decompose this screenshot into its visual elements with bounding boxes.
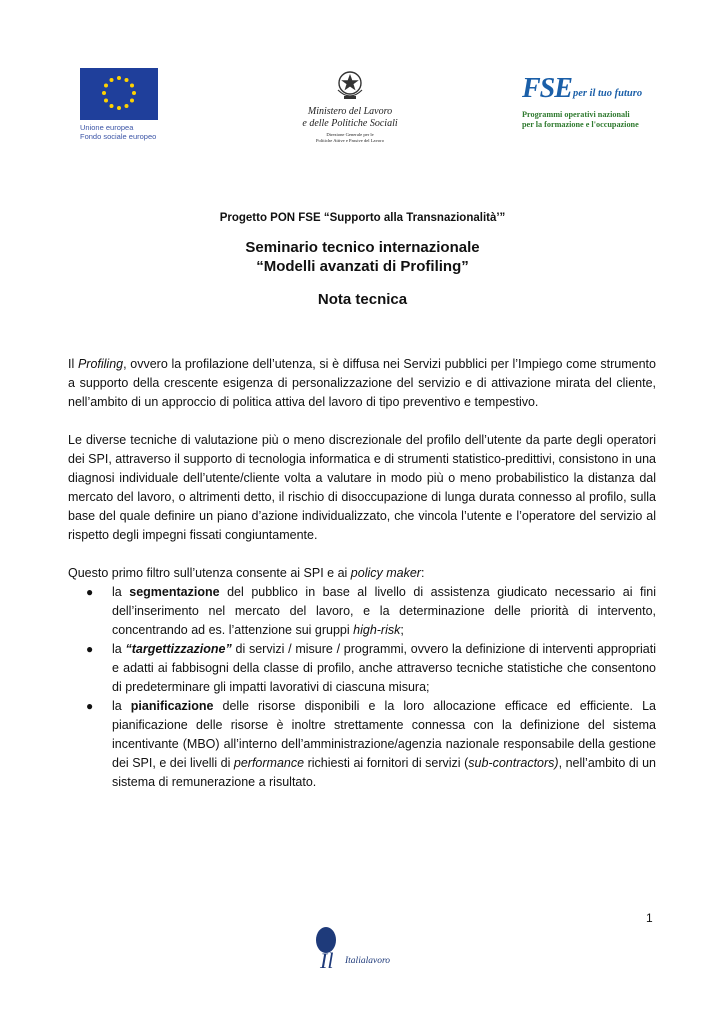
emphasis-profiling: Profiling (77, 357, 124, 371)
paragraph-profiling (68, 355, 656, 412)
italialavoro-logo (312, 924, 402, 974)
text-run: : (420, 566, 425, 580)
seminar-title: Seminario tecnico internazionale (245, 239, 480, 256)
text-run: del pubblico in base al livello di assistenza giudicato necessario ai fini dell’inserimento nel mercato del lavoro, e la determinazione delle priorità di intervento, concentrando ad es. l’attenzione sui gruppi (112, 585, 656, 637)
emphasis-term: performance (233, 756, 305, 770)
republic-emblem-icon (335, 68, 365, 102)
eu-flag-icon (80, 68, 158, 120)
ministry-direction-line2: Politiche Attive e Passive del Lavoro (316, 138, 384, 143)
bold-term: pianificazione (130, 699, 214, 713)
italialavoro-label: Italialavoro (345, 956, 391, 966)
text-run: , nell’ambito di un sistema di remunerazione a risultato. (112, 756, 657, 789)
fse-logo (522, 73, 652, 130)
eu-logo (80, 68, 160, 141)
paragraph-filter-intro (68, 564, 656, 583)
bullet-dot-icon: ● (86, 699, 94, 713)
text-run: la (112, 699, 131, 713)
brand-mark-text: Il (320, 948, 334, 970)
seminar-subtitle: “Modelli avanzati di Profiling” (256, 258, 469, 275)
bullet-dot-icon: ● (86, 642, 94, 656)
note-title: Nota tecnica (317, 291, 408, 308)
bold-term: segmentazione (129, 585, 220, 599)
ministry-logo (290, 68, 410, 144)
fse-mark: FSE (522, 73, 572, 104)
text-run: , ovvero la profilazione dell’utenza, si è diffusa nei Servizi pubblici per l’Impiego come strumento a supporto della crescente esigenza di personalizzazione del servizio e di attivazione mirata del cliente, nell’ambito di un approccio di politica attiva del lavoro di tipo preventivo e tempestivo. (68, 357, 656, 409)
fse-tagline: per il tuo futuro (572, 88, 643, 99)
eu-label-line2: Fondo sociale europeo (80, 132, 157, 141)
list-item-segmentazione (68, 583, 656, 640)
project-title: Progetto PON FSE “Supporto alla Transnazionalità’” (219, 212, 506, 224)
text-run: la (112, 642, 126, 656)
list-item-targettizzazione (68, 640, 656, 697)
text-run: Il (68, 357, 78, 371)
list-item-pianificazione (68, 697, 656, 792)
ministry-name-line2: e delle Politiche Sociali (302, 118, 398, 129)
text-run: ; (400, 623, 404, 637)
text-run: delle risorse disponibili e la loro allocazione efficace ed efficiente. La pianificazione delle risorse è inoltre strettamente connessa con la definizione del sistema incentivante (MBO) all’interno dell’amministrazione/agenzia nazionale responsabile della gestione dei SPI, e dei livelli di (112, 699, 656, 770)
bold-italic-term: “targettizzazione” (125, 642, 232, 656)
ministry-name-line1: Ministero del Lavoro (307, 106, 393, 117)
emphasis-term: high-risk (353, 623, 401, 637)
ministry-direction-line1: Direzione Generale per le (326, 132, 374, 137)
fse-subtitle-line1: Programmi operativi nazionali (522, 110, 630, 119)
body-text (68, 355, 656, 792)
paragraph-techniques: Le diverse tecniche di valutazione più o meno discrezionale del profilo dell’utente da parte degli operatori dei SPI, attraverso il supporto di tecnologia informatica e di strumenti statistico-predittivi, consistono in una diagnosi individuale dell’utente/cliente volta a valutare in modo più o meno probabilistico la distanza dal mercato del lavoro, o altrimenti detto, il rischio di disoccupazione di lunga durata connesso al profilo, sulla base del quale definire un piano d’azione individualizzato, che vincola l’utente e l’operatore del servizio al rispetto degli impegni fissati congiuntamente. (68, 433, 656, 542)
emphasis-policy-maker: policy maker (350, 566, 421, 580)
fse-subtitle-line2: per la formazione e l'occupazione (522, 120, 639, 129)
text-run: la (112, 585, 130, 599)
bullet-list (68, 583, 656, 792)
page-number: 1 (646, 911, 653, 925)
text-run: Questo primo filtro sull’utenza consente ai SPI e ai (68, 566, 351, 580)
emphasis-term: sub-contractors) (468, 756, 559, 770)
text-run: richiesti ai fornitori di servizi ( (304, 756, 469, 770)
bullet-dot-icon: ● (86, 585, 94, 599)
text-run: di servizi / misure / programmi, ovvero la definizione di interventi appropriati e adatti ai fabbisogni della classe di profilo, anche attraverso tecniche statistiche che consentono di predeterminare gli impatti lavorativi di ciascuna misura; (112, 642, 657, 694)
eu-label-line1: Unione europea (80, 123, 134, 132)
